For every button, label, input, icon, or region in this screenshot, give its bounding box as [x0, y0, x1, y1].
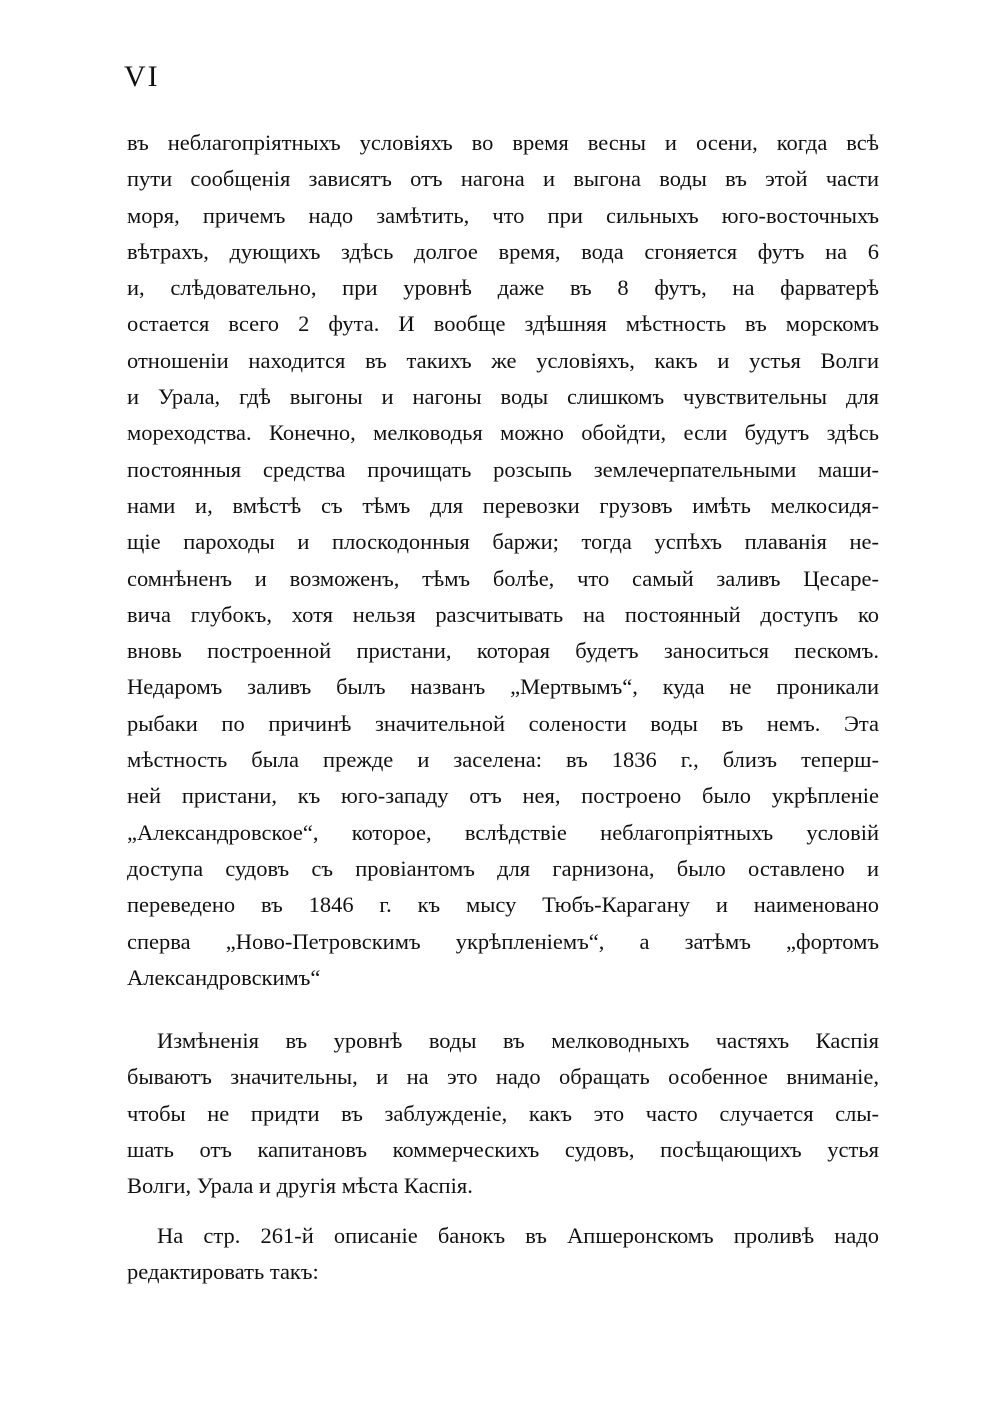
text-line: ней пристани, къ юго-западу отъ нея, построено было укрѣпленіе	[127, 783, 879, 809]
paragraph-2	[127, 1023, 879, 1204]
text-line: вѣтрахъ, дующихъ здѣсь долгое время, вода сгоняется футъ на 6	[127, 238, 879, 264]
text-line: На стр. 261-й описаніе банокъ въ Апшеронскомъ проливѣ надо	[157, 1223, 879, 1248]
text-line: постоянныя средства прочищать розсыпь землечерпательными маши-	[127, 456, 879, 482]
text-line: сомнѣненъ и возможенъ, тѣмъ болѣе, что самый заливъ Цесаре-	[127, 565, 879, 591]
text-line: Измѣненія въ уровнѣ воды въ мелководныхъ частяхъ Каспія	[157, 1028, 879, 1053]
text-line: Недаромъ заливъ былъ названъ „Мертвымъ“, куда не проникали	[127, 674, 879, 700]
text-line: отношеніи находится въ такихъ же условіяхъ, какъ и устья Волги	[127, 347, 879, 373]
text-line: шать отъ капитановъ коммерческихъ судовъ, посѣщающихъ устья	[127, 1136, 879, 1162]
text-line: нами и, вмѣстѣ съ тѣмъ для перевозки грузовъ имѣть мелкосидя-	[127, 492, 879, 518]
text-line: чтобы не придти въ заблужденіе, какъ это часто случается слы-	[127, 1100, 879, 1126]
text-line: и Урала, гдѣ выгоны и нагоны воды слишкомъ чувствительны для	[127, 384, 879, 410]
text-line: моря, причемъ надо замѣтить, что при сильныхъ юго-восточныхъ	[127, 202, 879, 228]
text-line: вича глубокъ, хотя нельзя разсчитывать на постоянный доступъ ко	[127, 601, 879, 627]
page-number: VI	[124, 60, 160, 93]
text-line: бываютъ значительны, и на это надо обращать особенное вниманіе,	[127, 1064, 879, 1090]
paragraph-1	[127, 125, 879, 996]
text-line: пути сообщенія зависятъ отъ нагона и выгона воды въ этой части	[127, 166, 879, 192]
text-line: доступа судовъ съ провіантомъ для гарнизона, было оставлено и	[127, 855, 879, 881]
text-line: вновь построенной пристани, которая будетъ заноситься пескомъ.	[127, 638, 879, 664]
text-line: редактировать такъ:	[127, 1259, 319, 1285]
text-line: рыбаки по причинѣ значительной солености воды въ немъ. Эта	[127, 710, 879, 736]
text-line: въ неблагопріятныхъ условіяхъ во время весны и осени, когда всѣ	[127, 130, 879, 155]
text-line: Волги, Урала и другія мѣста Каспія.	[127, 1173, 473, 1199]
text-line: мореходства. Конечно, мелководья можно обойдти, если будутъ здѣсь	[127, 420, 879, 446]
text-line: сперва „Ново-Петровскимъ укрѣпленіемъ“, а затѣмъ „фортомъ	[127, 928, 879, 954]
text-line: мѣстность была прежде и заселена: въ 1836 г., близъ теперш-	[127, 747, 879, 773]
text-line: щіе пароходы и плоскодонныя баржи; тогда успѣхъ плаванія не-	[127, 529, 879, 555]
text-line: остается всего 2 фута. И вообще здѣшняя мѣстность въ морскомъ	[127, 311, 879, 337]
text-line: переведено въ 1846 г. къ мысу Тюбъ-Карагану и наименовано	[127, 892, 879, 918]
paragraph-3	[127, 1218, 879, 1291]
text-line: Александровскимъ“	[127, 964, 321, 990]
text-line: и, слѣдовательно, при уровнѣ даже въ 8 футъ, на фарватерѣ	[127, 275, 879, 301]
text-line: „Александровское“, которое, вслѣдствіе неблагопріятныхъ условій	[127, 819, 879, 845]
